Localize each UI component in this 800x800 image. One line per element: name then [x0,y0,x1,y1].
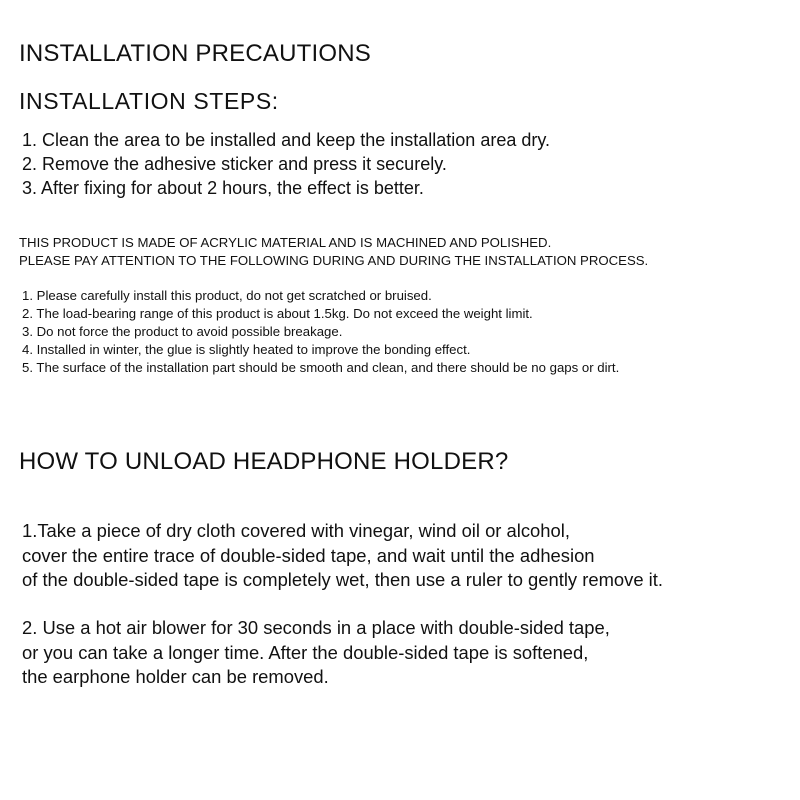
step-item: 3. After fixing for about 2 hours, the effect is better. [22,178,424,198]
notice-line: THIS PRODUCT IS MADE OF ACRYLIC MATERIAL AND IS MACHINED AND POLISHED. [19,235,552,250]
step-item: 1. Clean the area to be installed and keep the installation area dry. [22,130,551,150]
step-item: 2. Remove the adhesive sticker and press it securely. [22,154,447,174]
unload-line: cover the entire trace of double-sided tape, and wait until the adhesion [22,544,595,566]
caution-item: 3. Do not force the product to avoid possible breakage. [22,324,343,339]
material-notice [19,234,648,270]
unload-method-1 [22,519,663,593]
unload-line: 2. Use a hot air blower for 30 seconds in a place with double-sided tape, [22,617,610,638]
cautions-list [22,287,619,377]
installation-steps-list [22,128,550,200]
precautions-heading: INSTALLATION PRECAUTIONS [19,40,371,67]
unload-line: of the double-sided tape is completely wet, then use a ruler to gently remove it. [22,569,663,590]
caution-item: 1. Please carefully install this product, do not get scratched or bruised. [22,288,432,303]
unload-method-2 [22,616,610,690]
caution-item: 2. The load-bearing range of this product is about 1.5kg. Do not exceed the weight limit. [22,306,533,321]
unload-line: 1.Take a piece of dry cloth covered with vinegar, wind oil or alcohol, [22,520,570,541]
installation-steps-heading: INSTALLATION STEPS: [19,88,279,114]
unload-line: the earphone holder can be removed. [22,666,329,687]
notice-line: PLEASE PAY ATTENTION TO THE FOLLOWING DURING AND DURING THE INSTALLATION PROCESS. [19,253,649,268]
unload-heading: HOW TO UNLOAD HEADPHONE HOLDER? [19,448,509,475]
caution-item: 5. The surface of the installation part should be smooth and clean, and there should be no gaps or dirt. [22,360,620,375]
unload-line: or you can take a longer time. After the double-sided tape is softened, [22,641,589,663]
caution-item: 4. Installed in winter, the glue is slightly heated to improve the bonding effect. [22,342,471,357]
